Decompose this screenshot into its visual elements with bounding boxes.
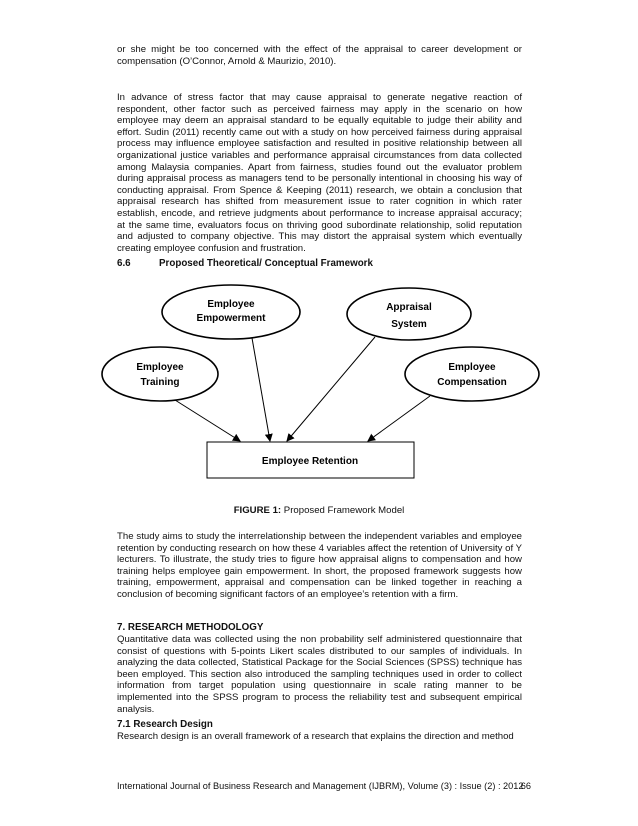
- arrow-appraisal-to-retention: [287, 337, 375, 441]
- appraisal-node: [347, 288, 471, 340]
- empowerment-node: [162, 285, 300, 339]
- paragraph-5: Research design is an overall framework of a research that explains the direction and method: [117, 731, 514, 742]
- compensation-ellipse: [405, 347, 539, 401]
- section-title: Proposed Theoretical/ Conceptual Framework: [159, 258, 373, 269]
- arrow-compensation-to-retention: [368, 396, 430, 441]
- arrow-training-to-retention: [175, 400, 240, 441]
- compensation-node: [405, 347, 539, 401]
- appraisal-label-line2: System: [391, 319, 427, 330]
- figure-caption-text: Proposed Framework Model: [281, 505, 405, 516]
- appraisal-label-line1: Appraisal: [386, 302, 432, 313]
- training-node: [102, 347, 218, 401]
- section-heading-6-6: [117, 258, 373, 269]
- empowerment-label-line1: Employee: [207, 299, 255, 310]
- empowerment-ellipse: [162, 285, 300, 339]
- retention-node: [207, 442, 414, 478]
- compensation-label-line1: Employee: [448, 362, 496, 373]
- section-heading-7-1: 7.1 Research Design: [117, 719, 213, 730]
- framework-diagram: [100, 282, 540, 482]
- compensation-label-line2: Compensation: [437, 377, 507, 388]
- section-heading-7: 7. RESEARCH METHODOLOGY: [117, 622, 264, 633]
- paragraph-2: In advance of stress factor that may cause appraisal to generate negative reaction of respondent, other factor such as perceived fairness may apply in the scenario on how employee may deem an appraisal standard to be equally equitable to judge their ability and effort. Sudin (2011) recently came out with a study on how perceived fairness during appraisal process may influence employee satisfaction and resulted in positive relationship between all organizational justice variables and performance appraisal circumstances from data collected among Malaysia companies. Apart from fairness, studies found out the evaluator problem during appraisal process as managers tend to be personally intentional in choosing his way of conducting appraisal. From Spence & Keeping (2011) research, we obtain a conclusion that appraisal research has shifted from measurement issue to rater cognition in which rater establish, encode, and retrieve judgments about performance to increase appraisal accuracy; at the same time, evaluators focus on thriving good subordinate relationship, solid reputation and adjusted to company objective. This may distort the appraisal system which eventually creating employee confusion and frustration.: [117, 92, 522, 254]
- paragraph-3: The study aims to study the interrelationship between the independent variables and employee retention by conducting research on how these 4 variables affect the retention of University of Y lecturers. To illustrate, the study tries to figure how appraisal aligns to compensation and how training helps employee gain empowerment. In short, the proposed framework suggests how training, empowerment, appraisal and compensation can be linked together in reaching a conclusion of becoming significant factors of an employee’s retention with a firm.: [117, 531, 522, 600]
- section-number: 6.6: [117, 258, 131, 269]
- page-footer: [117, 781, 531, 791]
- figure-caption: [0, 505, 638, 516]
- retention-label: Employee Retention: [261, 456, 359, 467]
- paragraph-1: or she might be too concerned with the effect of the appraisal to career development or compensation (O’Connor, Arnold & Maurizio, 2010).: [117, 44, 522, 67]
- arrow-empowerment-to-retention: [252, 338, 270, 441]
- page-number: 66: [520, 781, 531, 791]
- figure-label: FIGURE 1:: [233, 505, 282, 516]
- journal-citation: International Journal of Business Research and Management (IJBRM), Volume (3) : Issue (2) : 2012: [117, 781, 524, 791]
- appraisal-ellipse: [347, 288, 471, 340]
- training-label-line1: Employee: [136, 362, 184, 373]
- training-ellipse: [102, 347, 218, 401]
- empowerment-label-line2: Empowerment: [196, 313, 266, 324]
- training-label-line2: Training: [140, 377, 180, 388]
- paragraph-4: Quantitative data was collected using the non probability self administered questionnaire that consist of questions with 5-points Likert scales distributed to our samples of individuals. In analyzing the data collected, Statistical Package for the Social Sciences (SPSS) technique has been employed. This section also introduced the sampling techniques used in order to collect information from target population using questionnaire in scale rating manner to be implemented into the SPSS program to process the reliability test and subsequent empirical analysis.: [117, 634, 522, 715]
